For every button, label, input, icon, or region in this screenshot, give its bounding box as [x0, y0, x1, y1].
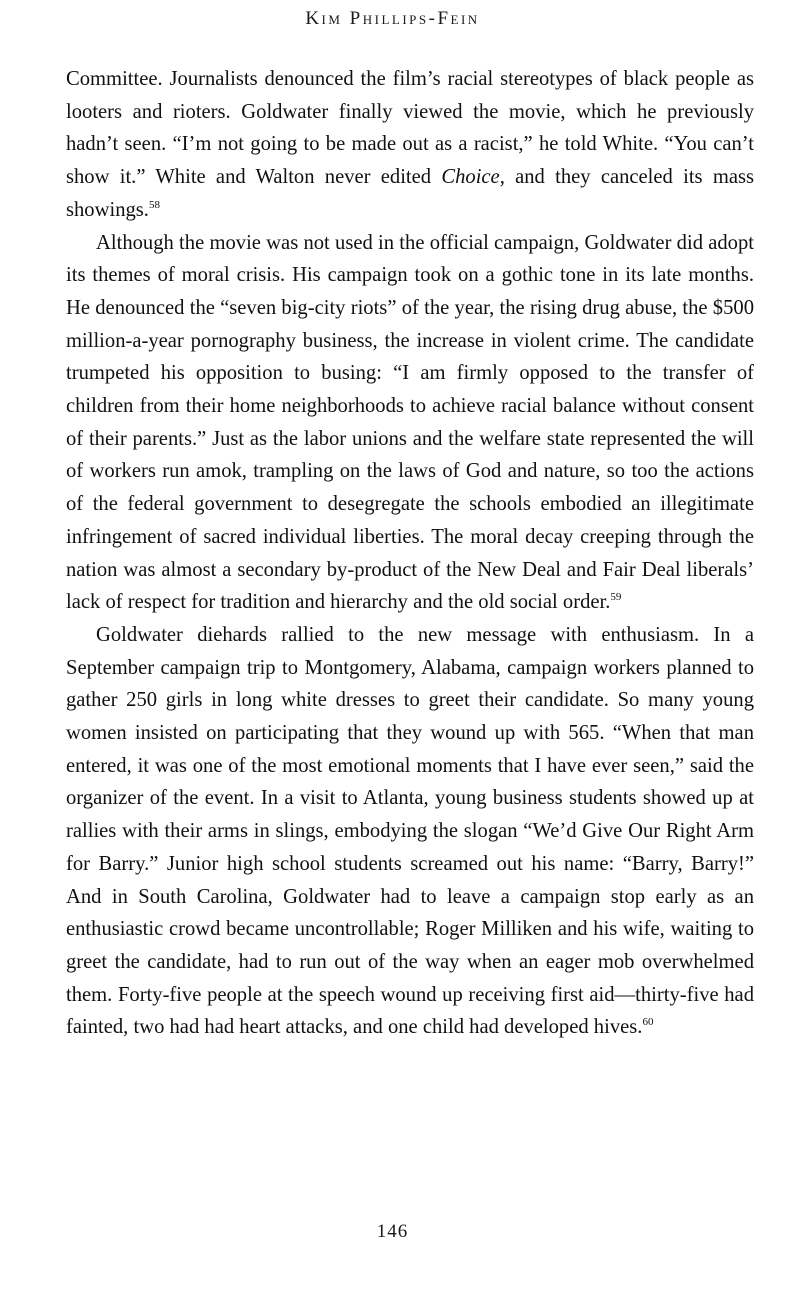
running-head: Kim Phillips-Fein: [305, 8, 480, 29]
body-text: [66, 63, 754, 1044]
footnote-ref-59: 59: [610, 591, 622, 604]
paragraph-3-text: Goldwater diehards rallied to the new message with enthusiasm. In a September campaign trip to Montgomery, Alabama, campaign workers planned to gather 250 girls in long white dresses to greet their candidate. So many young women insisted on participating that they wound up with 565. “When that man entered, it was one of the most emotional moments that I have ever seen,” said the organizer of the event. In a visit to Atlanta, young business students showed up at rallies with their arms in slings, embodying the slogan “We’d Give Our Right Arm for Barry.” Junior high school students screamed out his name: “Barry, Barry!” And in South Carolina, Goldwater had to leave a campaign stop early as an enthusiastic crowd became uncontrollable; Roger Milliken and his wife, waiting to greet the candidate, had to run out of the way when an eager mob overwhelmed them. Forty-five people at the speech wound up receiving first aid—thirty-five had fainted, two had had heart attacks, and one child had developed hives.: [66, 623, 754, 1039]
footnote-ref-60: 60: [642, 1016, 654, 1029]
paragraph-2-text: Although the movie was not used in the official campaign, Goldwater did adopt its themes of moral crisis. His campaign took on a gothic tone in its late months. He denounced the “seven big-city riots” of the year, the rising drug abuse, the $500 million-a-year pornography business, the increase in violent crime. The candidate trumpeted his opposition to busing: “I am firmly opposed to the transfer of children from their home neighborhoods to achieve racial balance without consent of their parents.” Just as the labor unions and the welfare state represented the will of workers run amok, trampling on the laws of God and nature, so too the actions of the federal government to desegregate the schools embodied an illegitimate infringement of sacred individual liberties. The moral decay creeping through the nation was almost a secondary by-product of the New Deal and Fair Deal liberals’ lack of respect for tradition and hierarchy and the old social order.: [66, 231, 754, 614]
paragraph-1-text-b: , and they canceled its mass showings.: [66, 166, 755, 221]
paragraph-1-text-a: Committee. Journalists denounced the film’s racial stereotypes of black people as looters and rioters. Goldwater finally viewed the movie, which he previously hadn’t seen. “I’m not going to be made out as a racist,” he told White. “You can’t show it.” White and Walton never edited: [66, 68, 754, 189]
footnote-ref-58: 58: [148, 198, 160, 211]
film-title: Choice: [441, 166, 500, 189]
paragraph-1: [66, 63, 754, 227]
paragraph-2: [66, 227, 754, 619]
page-number: 146: [376, 1221, 409, 1242]
paragraph-3: [66, 619, 754, 1044]
